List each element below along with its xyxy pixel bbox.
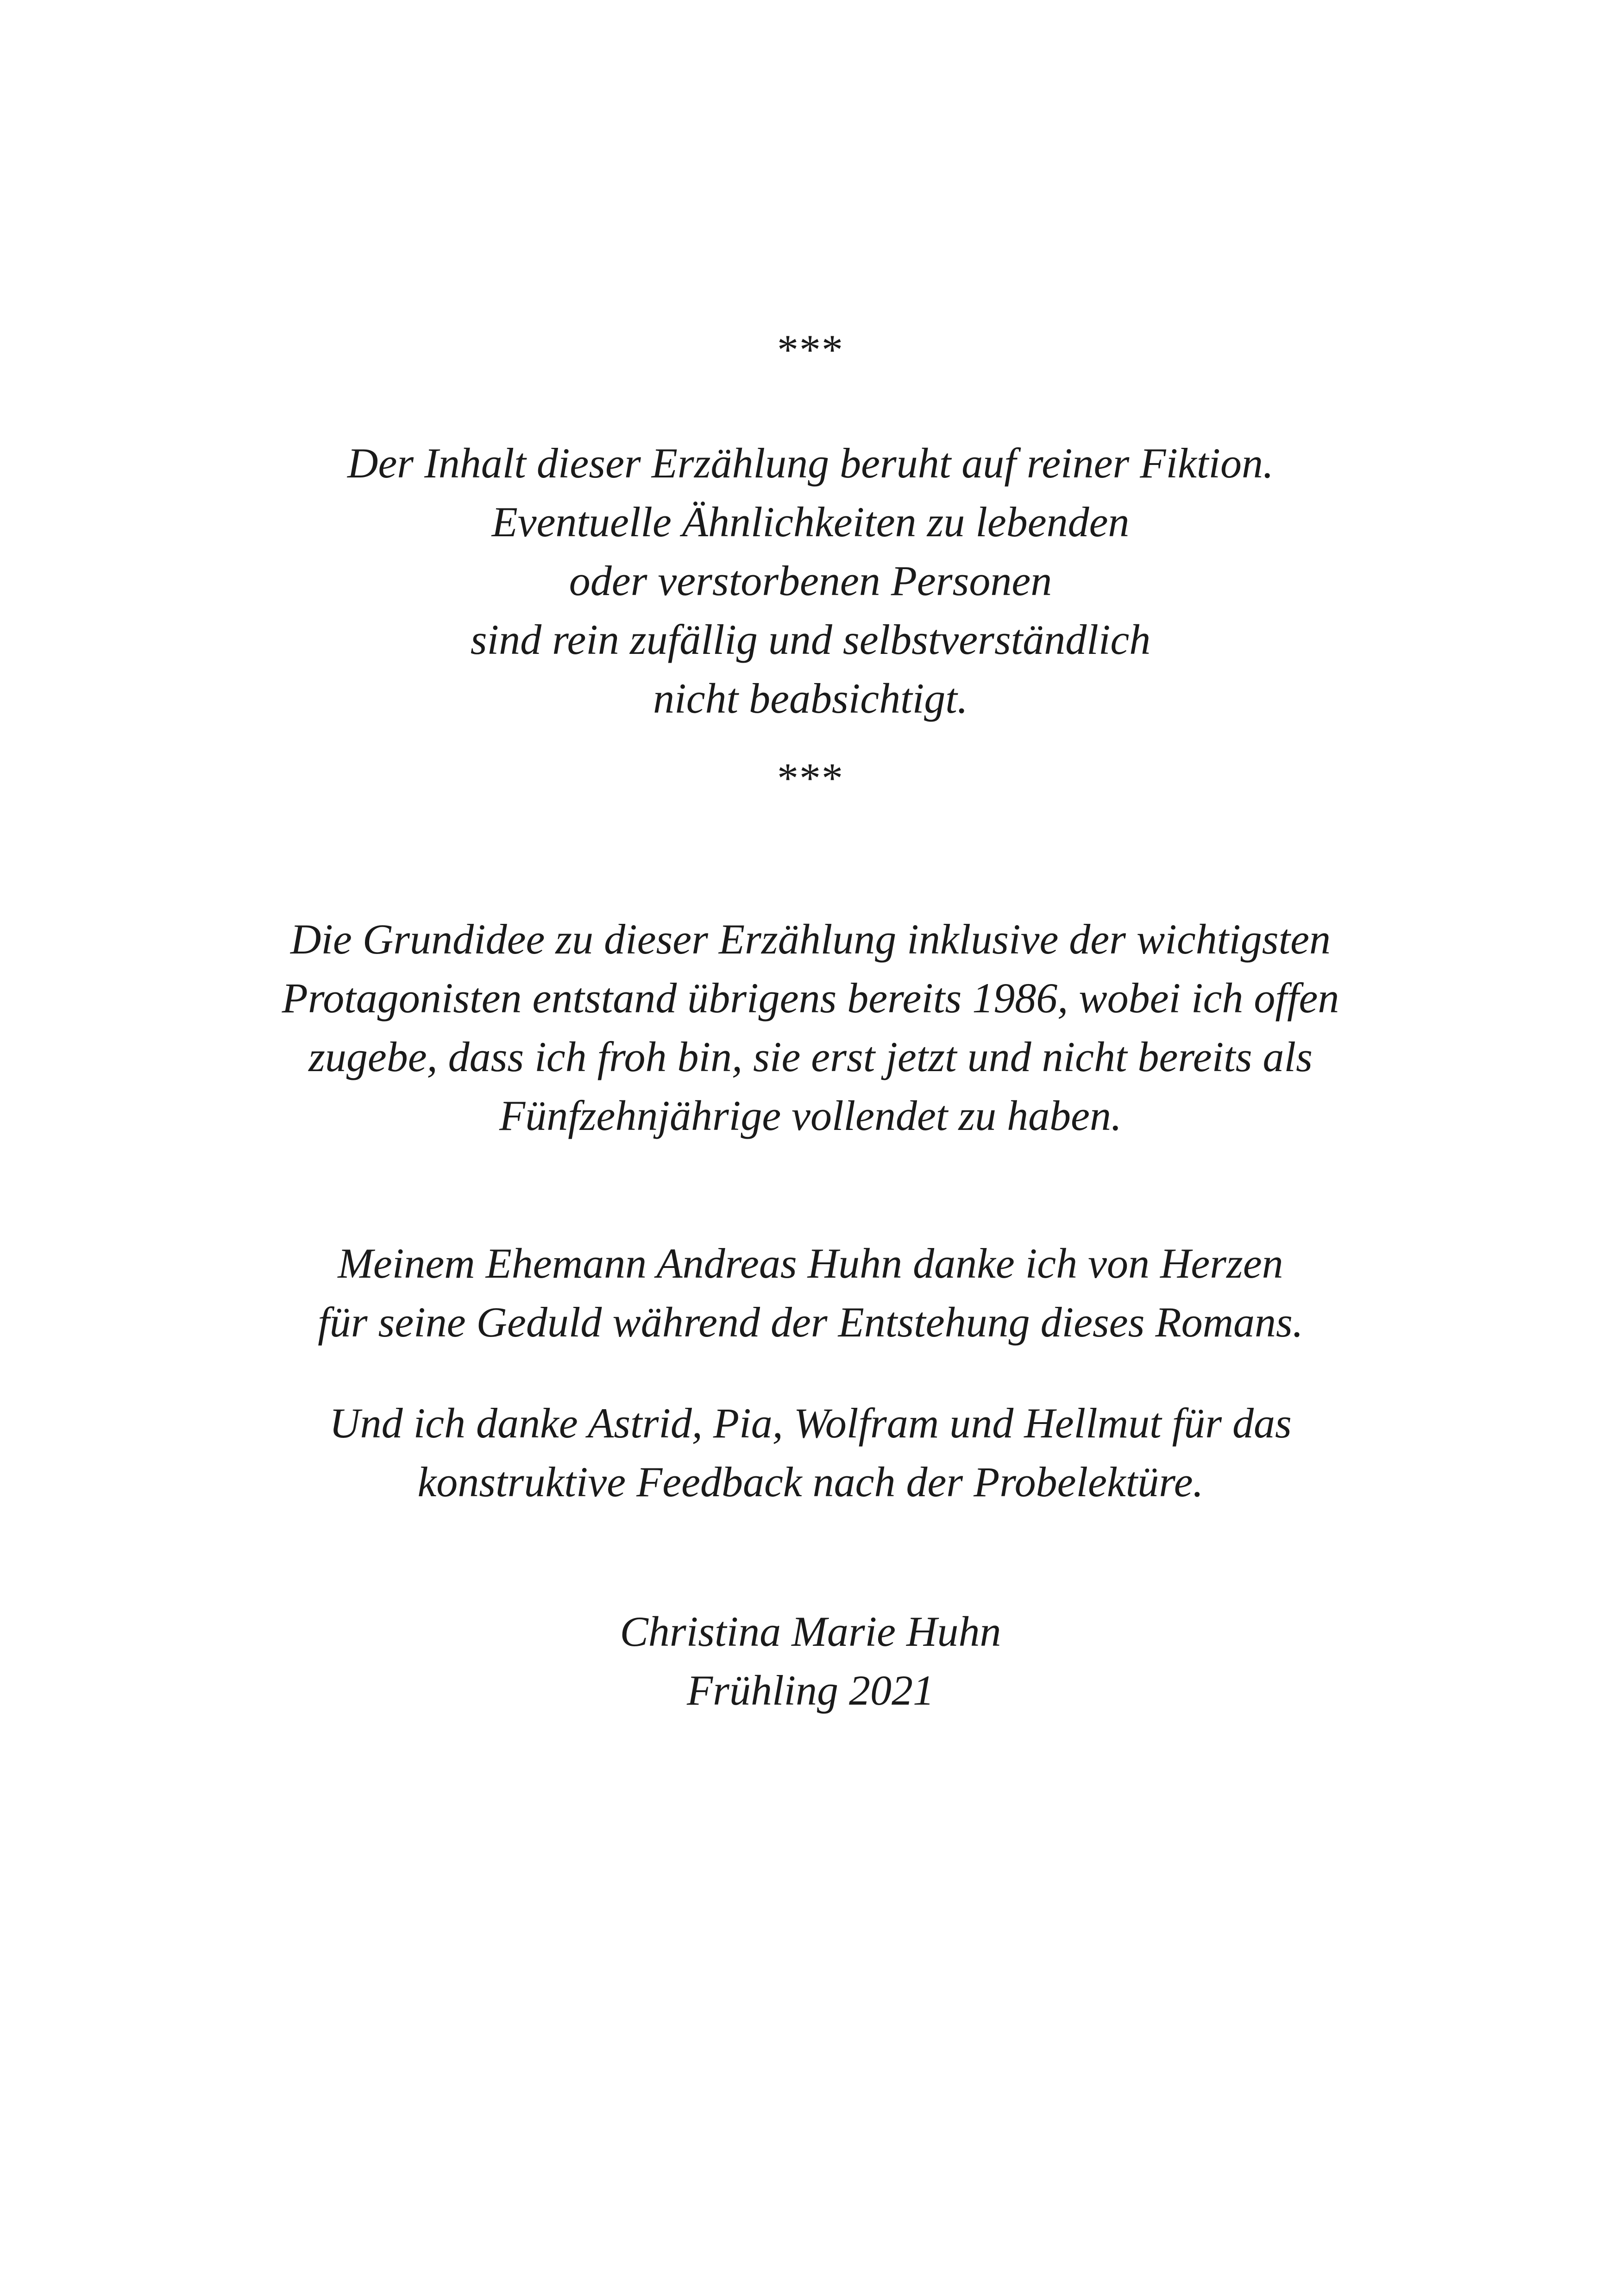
thanks-husband-line: für seine Geduld während der Entstehung dieses Romans. (318, 1299, 1303, 1346)
disclaimer-line: Der Inhalt dieser Erzählung beruht auf reiner Fiktion. (347, 439, 1274, 487)
idea-line: Protagonisten entstand übrigens bereits 1986, wobei ich offen (282, 974, 1339, 1022)
signature-date: Frühling 2021 (686, 1667, 935, 1714)
separator-middle: *** (777, 754, 844, 802)
disclaimer-line: sind rein zufällig und selbstverständlich (470, 616, 1151, 663)
thanks-readers-paragraph (0, 1394, 1621, 1512)
idea-line: Fünfzehnjährige vollendet zu haben. (499, 1092, 1122, 1139)
author-name: Christina Marie Huhn (620, 1608, 1001, 1655)
idea-paragraph (0, 910, 1621, 1145)
disclaimer-line: Eventuelle Ähnlichkeiten zu lebenden (491, 498, 1130, 546)
signature-block (0, 1602, 1621, 1720)
disclaimer-line: nicht beabsichtigt. (653, 675, 968, 722)
thanks-husband-line: Meinem Ehemann Andreas Huhn danke ich von Herzen (338, 1240, 1283, 1287)
thanks-readers-line: konstruktive Feedback nach der Probelektüre. (417, 1458, 1204, 1506)
idea-line: zugebe, dass ich froh bin, sie erst jetzt und nicht bereits als (308, 1033, 1313, 1080)
idea-line: Die Grundidee zu dieser Erzählung inklusive der wichtigsten (290, 916, 1331, 963)
thanks-readers-line: Und ich danke Astrid, Pia, Wolfram und Hellmut für das (329, 1399, 1292, 1447)
disclaimer-paragraph (0, 434, 1621, 728)
thanks-husband-paragraph (0, 1234, 1621, 1352)
disclaimer-line: oder verstorbenen Personen (569, 557, 1052, 604)
separator-top: *** (777, 326, 844, 373)
